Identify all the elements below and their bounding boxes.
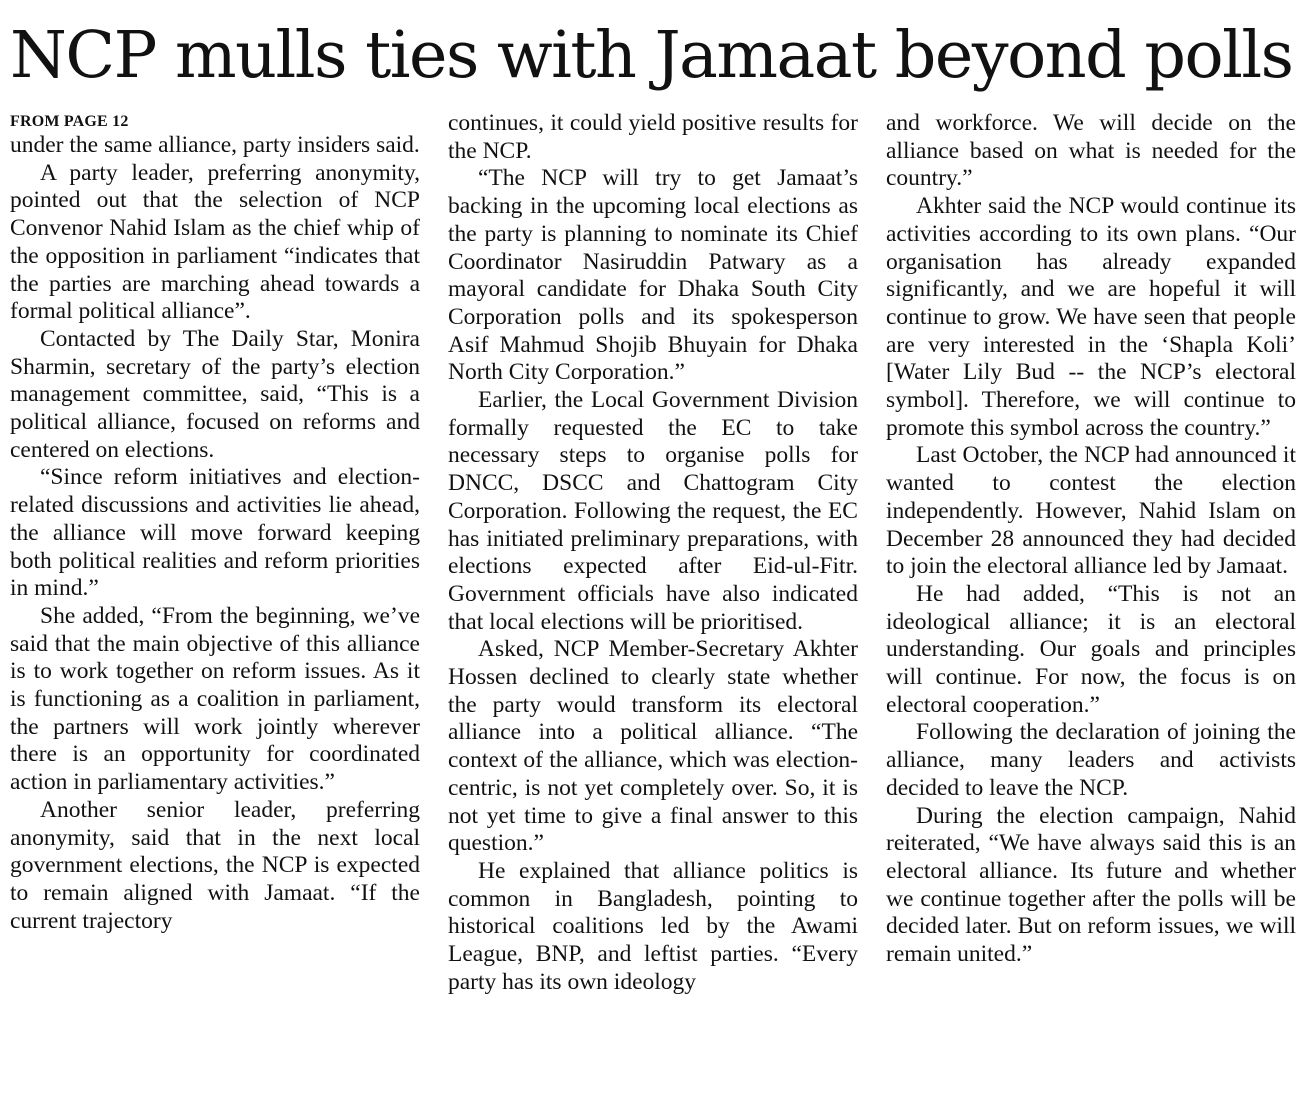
paragraph: and workforce. We will decide on the alliance based on what is needed for the country.” [886,110,1296,192]
article-column-3 [886,110,1296,969]
paragraph: Earlier, the Local Government Division formally requested the EC to take necessary steps to organise polls for DNCC, DSCC and Chattogram City Corporation. Following the request, the EC has initiated preliminary preparations, with elections expected after Eid-ul-Fitr. Government officials have also indicated that local elections will be prioritised. [448,387,858,635]
dateline: FROM PAGE 12 [10,113,129,130]
paragraph: Akhter said the NCP would continue its activities according to its own plans. “Our organisation has already expanded significantly, and we are hopeful it will continue to grow. We have seen that people are very interested in the ‘Shapla Koli’ [Water Lily Bud -- the NCP’s electoral symbol]. Therefore, we will continue to promote this symbol across the country.” [886,193,1296,441]
paragraph: She added, “From the beginning, we’ve said that the main objective of this alliance is to work together on reform issues. As it is functioning as a coalition in parliament, the partners will work jointly wherever there is an opportunity for coordinated action in parliamentary activities.” [10,602,420,796]
paragraph: He explained that alliance politics is common in Bangladesh, pointing to historical coalitions led by the Awami League, BNP, and leftist parties. “Every party has its own ideology [448,857,858,995]
paragraph: During the election campaign, Nahid reiterated, “We have always said this is an electoral alliance. Its future and whether we continue together after the polls will be decided later. But on reform issues, we will remain united.” [886,802,1296,968]
headline: NCP mulls ties with Jamaat beyond polls [10,18,1293,93]
paragraph: Another senior leader, preferring anonymity, said that in the next local government elections, the NCP is expected to remain aligned with Jamaat. “If the current trajectory [10,796,420,934]
paragraph: “Since reform initiatives and election-related discussions and activities lie ahead, the alliance will move forward keeping both political realities and reform priorities in mind.” [10,464,420,602]
paragraph: under the same alliance, party insiders said. [10,132,420,158]
paragraph: Last October, the NCP had announced it wanted to contest the election independently. However, Nahid Islam on December 28 announced they had decided to join the electoral alliance led by Jamaat. [886,442,1296,580]
paragraph: A party leader, preferring anonymity, pointed out that the selection of NCP Convenor Nahid Islam as the chief whip of the opposition in parliament “indicates that the parties are marching ahead towards a formal political alliance”. [10,159,420,325]
paragraph: Asked, NCP Member-Secretary Akhter Hossen declined to clearly state whether the party would transform its electoral alliance into a political alliance. “The context of the alliance, which was election-centric, is not yet completely over. So, it is not yet time to give a final answer to this question.” [448,636,858,857]
paragraph: He had added, “This is not an ideological alliance; it is an electoral understanding. Our goals and principles will continue. For now, the focus is on electoral cooperation.” [886,580,1296,718]
paragraph: continues, it could yield positive results for the NCP. [448,110,858,164]
article-column-2 [448,110,858,997]
article-column-1 [10,112,420,935]
paragraph: Following the declaration of joining the alliance, many leaders and activists decided to leave the NCP. [886,719,1296,801]
paragraph: “The NCP will try to get Jamaat’s backing in the upcoming local elections as the party is planning to nominate its Chief Coordinator Nasiruddin Patwary as a mayoral candidate for Dhaka South City Corporation polls and its spokesperson Asif Mahmud Shojib Bhuyain for Dhaka North City Corporation.” [448,165,858,386]
paragraph: Contacted by The Daily Star, Monira Sharmin, secretary of the party’s election management committee, said, “This is a political alliance, focused on reforms and centered on elections. [10,325,420,463]
